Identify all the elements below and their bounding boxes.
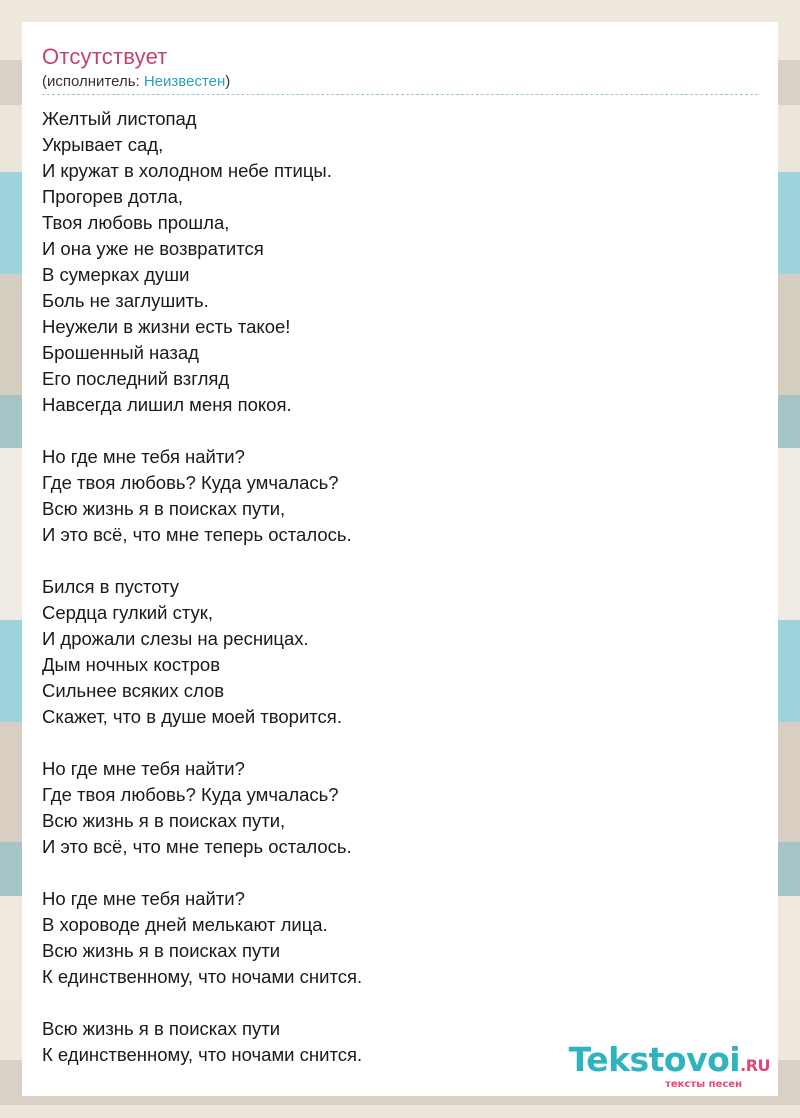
lyrics-sheet — [22, 22, 778, 1096]
lyric-line: Всю жизнь я в поисках пути — [42, 940, 281, 961]
lyric-line: Дым ночных костров — [42, 654, 221, 675]
stanza-gap — [42, 548, 742, 574]
lyric-line: Боль не заглушить. — [42, 290, 209, 311]
lyric-line: И это всё, что мне теперь осталось. — [42, 836, 352, 857]
song-title: Отсутствует — [42, 44, 168, 69]
artist-suffix: ) — [225, 73, 231, 90]
artist-link[interactable]: Неизвестен — [143, 73, 226, 90]
stanza — [42, 574, 742, 730]
lyric-line: Всю жизнь я в поисках пути, — [42, 498, 286, 519]
lyric-line: Желтый листопад — [42, 108, 197, 129]
lyric-line: Сердца гулкий стук, — [42, 602, 214, 623]
lyric-line: Брошенный назад — [42, 342, 199, 363]
lyric-line: Но где мне тебя найти? — [42, 758, 245, 779]
stanza-gap — [42, 860, 742, 886]
lyric-line: Скажет, что в душе моей творится. — [42, 706, 342, 727]
lyric-line: И это всё, что мне теперь осталось. — [42, 524, 352, 545]
stanza — [42, 886, 742, 990]
lyric-line: И она уже не возвратится — [42, 238, 264, 259]
site-logo[interactable] — [568, 1040, 770, 1090]
logo-tagline: тексты песен — [665, 1079, 742, 1090]
stanza-gap — [42, 730, 742, 756]
artist-prefix: (исполнитель: — [42, 73, 144, 90]
lyric-line: Но где мне тебя найти? — [42, 446, 245, 467]
lyric-line: К единственному, что ночами снится. — [42, 1044, 363, 1065]
logo-tld: .RU — [740, 1056, 770, 1075]
logo-wordmark — [568, 1040, 770, 1083]
lyric-line: Всю жизнь я в поисках пути, — [42, 810, 286, 831]
lyric-line: В хороводе дней мелькают лица. — [42, 914, 328, 935]
lyric-line: К единственному, что ночами снится. — [42, 966, 363, 987]
lyric-line: Сильнее всяких слов — [42, 680, 225, 701]
stanza-gap — [42, 990, 742, 1016]
lyric-line: В сумерках души — [42, 264, 190, 285]
lyric-line: Его последний взгляд — [42, 368, 230, 389]
lyrics-body — [42, 106, 742, 1068]
stanza — [42, 106, 742, 418]
lyric-line: Твоя любовь прошла, — [42, 212, 230, 233]
lyric-line: Где твоя любовь? Куда умчалась? — [42, 472, 339, 493]
logo-name: Tekstovoi — [568, 1040, 741, 1079]
artist-line — [42, 73, 230, 90]
stanza — [42, 444, 742, 548]
lyric-line: И кружат в холодном небе птицы. — [42, 160, 332, 181]
lyric-line: Неужели в жизни есть такое! — [42, 316, 291, 337]
lyric-line: Навсегда лишил меня покоя. — [42, 394, 292, 415]
stanza — [42, 756, 742, 860]
lyric-line: Где твоя любовь? Куда умчалась? — [42, 784, 339, 805]
lyric-line: И дрожали слезы на ресницах. — [42, 628, 309, 649]
lyric-line: Всю жизнь я в поисках пути — [42, 1018, 281, 1039]
lyric-line: Прогорев дотла, — [42, 186, 184, 207]
lyric-line: Укрывает сад, — [42, 134, 164, 155]
title-divider — [42, 94, 758, 95]
lyric-line: Но где мне тебя найти? — [42, 888, 245, 909]
lyric-line: Бился в пустоту — [42, 576, 180, 597]
stanza-gap — [42, 418, 742, 444]
